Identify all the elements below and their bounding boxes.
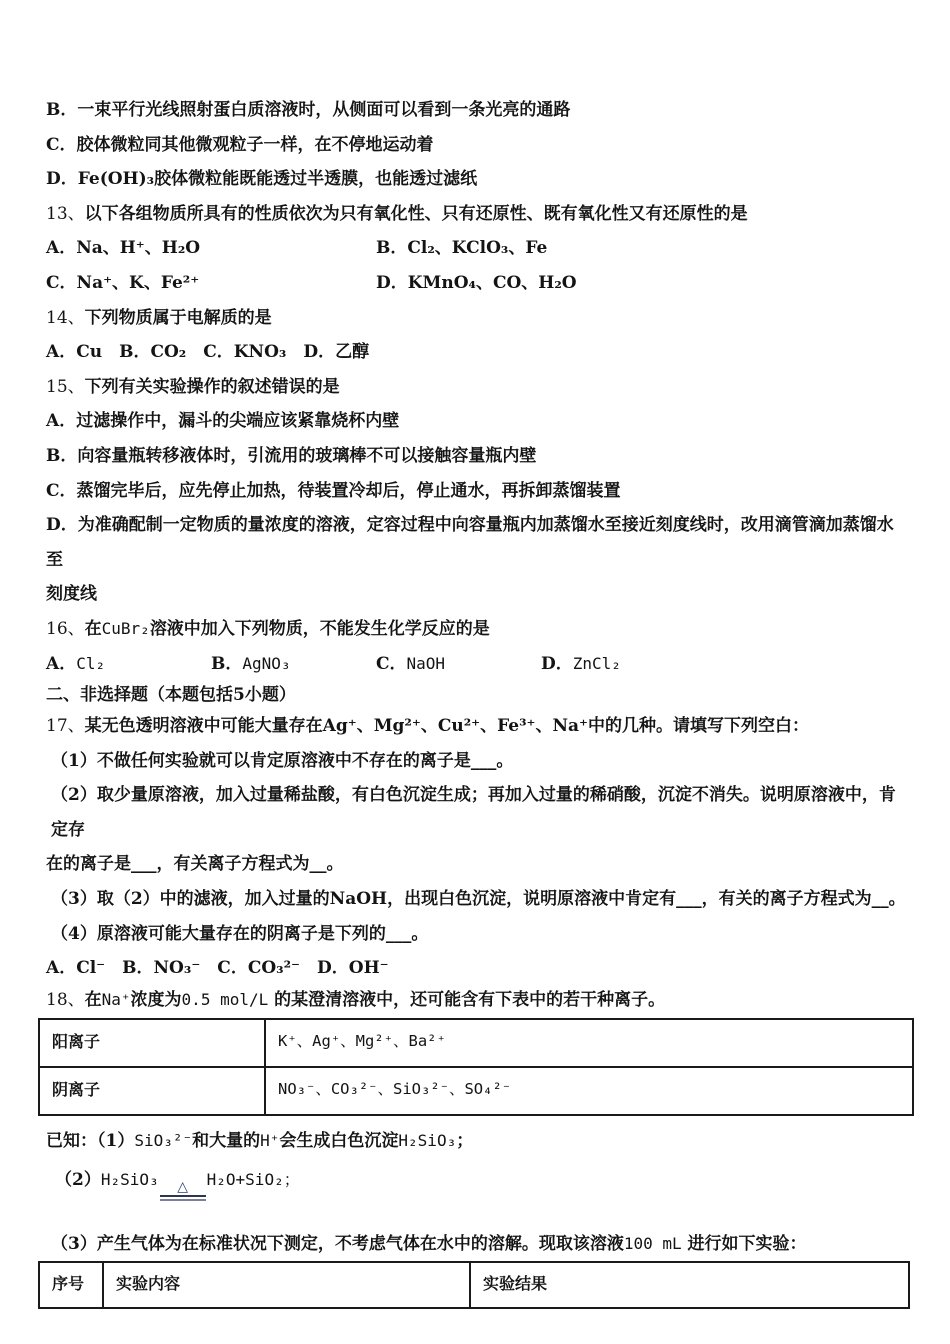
stem-text: 中的几种。请填写下列空白： xyxy=(588,716,810,737)
row-header: 阴离子 xyxy=(39,1067,265,1115)
question-15-stem xyxy=(46,370,910,405)
question-17-part-4-options: A．Cl⁻ B．NO₃⁻ C．CO₃²⁻ D．OH⁻ xyxy=(46,958,389,979)
stem-text: 以下各组物质所具有的性质依次为只有氧化性、只有还原性、既有氧化性又有还原性的是 xyxy=(84,203,748,224)
table-row-anions xyxy=(39,1067,913,1115)
question-17-part-2-line-1: （2）取少量原溶液，加入过量稀盐酸，有白色沉淀生成；再加入过量的稀硝酸，沉淀不消失。说明原溶液中，肯定存 xyxy=(51,785,896,840)
stem-text: 溶液中加入下列物质，不能发生化学反应的是 xyxy=(149,618,490,639)
chemical-formula: H₂O+SiO₂； xyxy=(206,1169,300,1189)
option-c xyxy=(376,647,541,682)
chemical-formula: H₂SiO₃ xyxy=(398,1130,457,1150)
volume-value: 100 mL xyxy=(623,1233,682,1253)
question-17-part-3 xyxy=(46,882,910,917)
option-text: 蒸馏完毕后，应先停止加热，待装置冷却后，停止通水，再拆卸蒸馏装置 xyxy=(76,480,621,501)
known-text: 已知：（1） xyxy=(46,1130,135,1151)
chemical-formula: H₂SiO₃ xyxy=(100,1169,159,1189)
part-text: ，出现白色沉淀，说明原溶液中肯定有___，有关的离子方程式为__。 xyxy=(387,889,906,910)
part-text: （3）取（2）中的滤液，加入过量的 xyxy=(51,889,330,910)
option-label: C． xyxy=(46,480,77,501)
question-12-option-c xyxy=(46,128,910,163)
stem-text: 某无色透明溶液中可能大量存在 xyxy=(84,716,323,737)
option-label: D．Fe(OH)₃ xyxy=(46,169,155,190)
chemical-formula: NaOH xyxy=(329,889,388,910)
table-row-cations xyxy=(39,1019,913,1067)
option-label: D． xyxy=(541,653,573,674)
known-text: 会生成白色沉淀 xyxy=(279,1130,399,1151)
question-16-options xyxy=(46,647,910,682)
stem-text: 下列物质属于电解质的是 xyxy=(84,307,272,328)
option-label: C． xyxy=(46,134,77,155)
known-text: 和大量的 xyxy=(192,1130,261,1151)
question-number: 17、 xyxy=(46,716,85,737)
question-17-part-1: （1）不做任何实验就可以肯定原溶液中不存在的离子是___。 xyxy=(51,750,514,771)
option-label: D． xyxy=(46,515,78,536)
option-d: D．KMnO₄、CO、H₂O xyxy=(376,272,577,293)
row-values: K⁺、Ag⁺、Mg²⁺、Ba²⁺ xyxy=(265,1019,913,1067)
option-text: 向容量瓶转移液体时，引流用的玻璃棒不可以接触容量瓶内壁 xyxy=(77,445,537,466)
option-text: 胶体微粒同其他微观粒子一样，在不停地运动着 xyxy=(76,134,434,155)
question-15-option-d xyxy=(46,508,910,577)
option-a: A．Na、H⁺、H₂O xyxy=(46,238,201,259)
question-number: 18、 xyxy=(46,989,85,1010)
question-18-known-3 xyxy=(46,1229,910,1259)
option-text: 为准确配制一定物质的量浓度的溶液，定容过程中向容量瓶内加蒸馏水至接近刻度线时，改用滴管滴加蒸馏水至 xyxy=(46,515,894,570)
option-label: B． xyxy=(46,445,78,466)
experiment-table xyxy=(38,1261,910,1309)
question-number: 16、 xyxy=(46,618,85,639)
question-18-stem xyxy=(46,986,910,1014)
option-text: 一束平行光线照射蛋白质溶液时，从侧面可以看到一条光亮的通路 xyxy=(77,100,571,120)
question-17-part-2-line-2: 在的离子是___，有关离子方程式为__。 xyxy=(46,854,344,875)
column-header-content: 实验内容 xyxy=(103,1262,470,1308)
question-13-options-row-2 xyxy=(46,266,910,301)
known-text: ； xyxy=(456,1130,474,1151)
option-c: C．Na⁺、K、Fe²⁺ xyxy=(46,272,200,293)
option-label: A． xyxy=(46,653,77,674)
option-b xyxy=(211,647,376,682)
chemical-formula: NaOH xyxy=(406,653,446,673)
question-17-stem xyxy=(46,709,910,744)
option-a xyxy=(46,647,211,682)
stem-text: 下列有关实验操作的叙述错误的是 xyxy=(84,376,340,397)
stem-text: 的某澄清溶液中，还可能含有下表中的若干种离子。 xyxy=(268,989,666,1010)
question-12-option-d xyxy=(46,162,910,197)
question-13-options-row-1 xyxy=(46,231,910,266)
question-14-options: A．Cu B．CO₂ C．KNO₃ D．乙醇 xyxy=(46,342,370,363)
option-text: 过滤操作中，漏斗的尖端应该紧靠烧杯内壁 xyxy=(76,411,400,432)
question-number: 13、 xyxy=(46,203,85,224)
option-b: B．Cl₂、KClO₃、Fe xyxy=(376,238,548,259)
option-d xyxy=(541,647,706,682)
stem-text: 在 xyxy=(84,618,102,639)
column-header-result: 实验结果 xyxy=(470,1262,909,1308)
stem-text: 浓度为 xyxy=(130,989,182,1010)
chemical-formula: AgNO₃ xyxy=(242,653,291,673)
row-values: NO₃⁻、CO₃²⁻、SiO₃²⁻、SO₄²⁻ xyxy=(265,1067,913,1115)
column-header-index: 序号 xyxy=(39,1262,103,1308)
question-14-stem xyxy=(46,301,910,336)
concentration-value: 0.5 mol/L xyxy=(181,989,269,1009)
question-number: 14、 xyxy=(46,307,85,328)
table-header-row xyxy=(39,1262,909,1308)
chemical-formula: ZnCl₂ xyxy=(572,653,621,673)
question-12-option-b xyxy=(46,93,910,128)
option-label: A． xyxy=(46,411,77,432)
stem-text: 在 xyxy=(84,989,102,1010)
question-15-option-c xyxy=(46,474,910,509)
chemical-formula: H⁺ xyxy=(260,1130,280,1150)
option-label: B． xyxy=(46,100,78,120)
known-text: （3）产生气体为在标准状况下测定，不考虑气体在水中的溶解。现取该溶液 xyxy=(51,1233,624,1254)
question-15-option-a xyxy=(46,404,910,439)
known-text: 进行如下实验： xyxy=(681,1233,807,1254)
double-line xyxy=(160,1195,206,1201)
question-number: 15、 xyxy=(46,376,85,397)
chemical-formula: CuBr₂ xyxy=(101,618,150,638)
option-label: B． xyxy=(211,653,243,674)
chemical-formula: Na⁺ xyxy=(101,989,131,1009)
chemical-formula: SiO₃²⁻ xyxy=(134,1130,193,1150)
ion-list: Ag⁺、Mg²⁺、Cu²⁺、Fe³⁺、Na⁺ xyxy=(322,716,589,737)
question-15-option-d-continuation: 刻度线 xyxy=(46,584,97,605)
ion-table xyxy=(38,1018,914,1116)
question-15-option-b xyxy=(46,439,910,474)
question-18-known-1 xyxy=(46,1125,910,1157)
delta-triangle-icon: △ xyxy=(177,1178,189,1195)
chemical-formula: Cl₂ xyxy=(76,653,106,673)
equation-prefix: （2） xyxy=(55,1169,101,1190)
row-header: 阳离子 xyxy=(39,1019,265,1067)
question-18-known-2-equation xyxy=(46,1157,910,1203)
option-text: 胶体微粒能既能透过半透膜，也能透过滤纸 xyxy=(154,169,478,190)
section-2-heading: 二、非选择题（本题包括5小题） xyxy=(46,685,296,706)
question-17-part-4: （4）原溶液可能大量存在的阴离子是下列的___。 xyxy=(51,923,429,944)
option-label: C． xyxy=(376,653,407,674)
question-13-stem xyxy=(46,197,910,232)
question-16-stem xyxy=(46,612,910,647)
heat-condition-symbol xyxy=(160,1178,206,1201)
